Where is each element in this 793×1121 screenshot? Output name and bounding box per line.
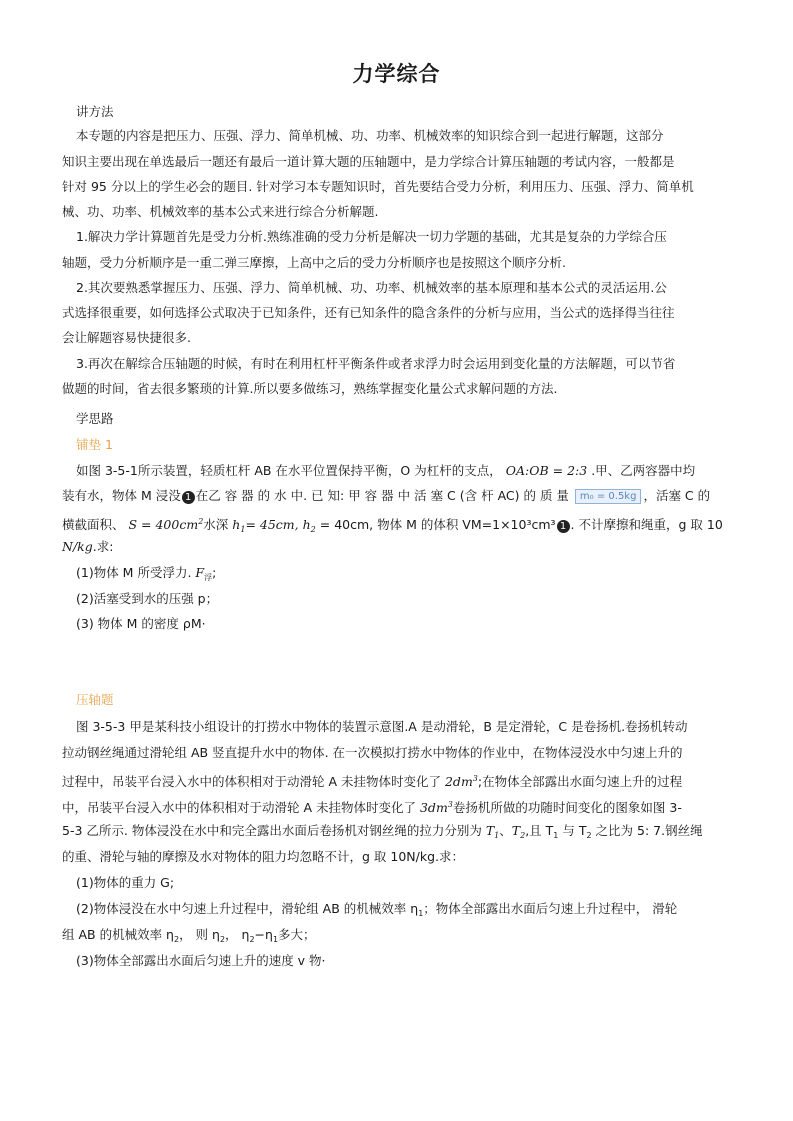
problem-text: 过程中，吊装平台浸入水中的体积相对于动滑轮 A 未挂物体时变化了: [62, 774, 445, 789]
tension-subscript-1: 1: [494, 831, 500, 840]
circled-number-icon: 1: [557, 520, 570, 533]
practice-text: .甲、乙两容器中均: [591, 463, 696, 478]
problem-line-3: [62, 770, 732, 791]
method-paragraph-4-line-2: 做题的时间，省去很多繁琐的计算.所以要多做练习，熟练掌握变化量公式求解问题的方法.: [62, 381, 558, 396]
problem-text: 之比为 5: 7.钢丝绳: [591, 823, 703, 838]
practice-question-1: [76, 564, 746, 587]
tension-subscript-1: 1: [553, 831, 559, 840]
practice-text: 如图 3-5-1所示装置，轻质杠杆 AB 在水平位置保持平衡，O 为杠杆的支点，: [76, 463, 502, 478]
practice-line-3: [62, 513, 732, 539]
practice-text: 装有水，物体 M 浸没: [62, 488, 181, 503]
problem-text: 与 T: [558, 823, 587, 838]
practice-line-1: [76, 462, 746, 480]
section-heading-think: 学思路: [76, 411, 114, 426]
problem-line-4: [62, 796, 732, 817]
practice-text: 横截面积、: [62, 517, 125, 532]
problem-text: 5-3 乙所示. 物体浸没在水中和完全露出水面后卷扬机对钢丝绳的拉力分别为: [62, 823, 486, 838]
volume-exponent-2: 3: [447, 800, 453, 809]
unit-formula: N/kg: [62, 539, 93, 554]
efficiency-subscript-2: 2: [173, 935, 180, 944]
question-text: −η: [254, 927, 273, 942]
problem-text: ;在物体全部露出水面匀速上升的过程: [477, 774, 683, 789]
practice-line-2: [62, 487, 732, 505]
method-paragraph-1-line-1: 本专题的内容是把压力、压强、浮力、简单机械、功、功率、机械效率的知识综合到一起进行解题，这部分: [76, 128, 664, 143]
question-text: ， η: [225, 927, 250, 942]
depth-formula: = 45cm, h: [245, 517, 311, 532]
area-exponent: 2: [198, 517, 204, 526]
force-subscript: 浮: [204, 573, 213, 582]
tension-symbol-1: T: [485, 823, 495, 838]
depth-subscript-2: 2: [310, 525, 316, 534]
method-paragraph-3-line-3: 会让解题容易快捷很多.: [62, 330, 191, 345]
practice-text: .求:: [92, 539, 114, 554]
problem-question-2-line-2: [62, 926, 732, 949]
question-text: ；物体全部露出水面后匀速上升过程中， 滑轮: [423, 901, 678, 916]
method-paragraph-2-line-2: 轴题，受力分析顺序是一重二弹三摩擦，上高中之后的受力分析顺序也是按照这个顺序分析.: [62, 255, 566, 270]
problem-question-1: (1)物体的重力 G;: [76, 875, 175, 890]
tension-subscript-2: 2: [520, 831, 526, 840]
practice-question-3: (3) 物体 M 的密度 ρM·: [76, 616, 206, 631]
method-paragraph-1-line-4: 械、功、功率、机械效率的基本公式来进行综合分析解题.: [62, 204, 379, 219]
method-paragraph-4-line-1: 3.再次在解综合压轴题的时候，有时在利用杠杆平衡条件或者求浮力时会运用到变化量的方法解题，可以节省: [76, 356, 676, 371]
efficiency-subscript-1: 1: [418, 909, 424, 918]
practice-line-4: [62, 538, 732, 556]
depth-symbol: h: [232, 517, 241, 532]
practice-text: ，活塞 C 的: [643, 488, 711, 503]
depth-subscript-1: 1: [240, 525, 246, 534]
problem-question-3: (3)物体全部露出水面后匀速上升的速度 v 物·: [76, 953, 326, 968]
practice-text: = 40cm, 物体 M 的体积 VM=1×10³cm³: [319, 517, 556, 532]
question-text: (1)物体 M 所受浮力.: [76, 565, 196, 580]
method-paragraph-3-line-1: 2.其次要熟悉掌握压力、压强、浮力、简单机械、功、功率、机械效率的基本原理和基本公式的灵活运用.公: [76, 280, 667, 295]
mass-formula-box[interactable]: m₀ = 0.5kg: [575, 489, 642, 504]
tension-subscript-2: 2: [586, 831, 592, 840]
problem-text: 中，吊装平台浸入水中的体积相对于动滑轮 A 未挂物体时变化了: [62, 800, 420, 815]
question-text: 组 AB 的机械效率 η: [62, 927, 174, 942]
volume-formula-1: 2dm: [444, 774, 473, 789]
practice-text: 在乙 容 器 的 水 中. 已 知: 甲 容 器 中 活 塞 C (含 杆 AC) 的 质 量: [195, 488, 569, 503]
volume-formula-2: 3dm: [419, 800, 448, 815]
problem-line-6: 的重、滑轮与轴的摩擦及水对物体的阻力均忽略不计，g 取 10N/kg.求：: [62, 849, 464, 864]
practice-question-2: (2)活塞受到水的压强 p；: [76, 591, 219, 606]
problem-line-1: 图 3-5-3 甲是某科技小组设计的打捞水中物体的装置示意图.A 是动滑轮，B 是定滑轮，C 是卷扬机.卷扬机转动: [76, 719, 688, 734]
volume-exponent-1: 3: [472, 774, 478, 783]
efficiency-subscript-1: 1: [272, 935, 279, 944]
section-heading-method: 讲方法: [76, 104, 114, 119]
section-heading-problem: 压轴题: [76, 692, 114, 707]
problem-line-5: [62, 822, 732, 845]
problem-question-2-line-1: [76, 900, 746, 923]
area-formula: S = 400cm: [128, 517, 199, 532]
problem-text: 卷扬机所做的功随时间变化的图象如图 3-: [452, 800, 682, 815]
method-paragraph-2-line-1: 1.解决力学计算题首先是受力分析.熟练准确的受力分析是解决一切力学题的基础，尤其是复杂的力学综合压: [76, 229, 667, 244]
problem-line-2: 拉动钢丝绳通过滑轮组 AB 竖直提升水中的物体. 在一次模拟打捞水中物体的作业中，在物体浸没水中匀速上升的: [62, 745, 683, 760]
method-paragraph-3-line-2: 式选择很重要，如何选择公式取决于已知条件，还有已知条件的隐含条件的分析与应用，当公式的选择得当往往: [62, 305, 675, 320]
method-paragraph-1-line-3: 针对 95 分以上的学生必会的题目. 针对学习本专题知识时，首先要结合受力分析，利用压力、压强、浮力、简单机: [62, 179, 694, 194]
section-heading-practice: 铺垫 1: [76, 437, 113, 452]
method-paragraph-1-line-2: 知识主要出现在单选最后一题还有最后一道计算大题的压轴题中，是力学综合计算压轴题的考试内容，一般都是: [62, 154, 675, 169]
ratio-formula: OA:OB = 2:3: [505, 463, 588, 478]
tension-symbol-2: T: [511, 823, 521, 838]
problem-text: 、: [499, 823, 512, 838]
practice-text: 水深: [203, 517, 229, 532]
efficiency-subscript-2: 2: [249, 935, 255, 944]
practice-text: . 不计摩擦和绳重，g 取 10: [570, 517, 723, 532]
question-text: ;: [212, 565, 217, 580]
circled-number-icon: 1: [182, 491, 195, 504]
question-text: (2)物体浸没在水中匀速上升过程中，滑轮组 AB 的机械效率 η: [76, 901, 419, 916]
question-text: 多大；: [278, 927, 316, 942]
page-title: 力学综合: [352, 62, 441, 86]
question-text: ， 则 η: [179, 927, 220, 942]
force-symbol: F: [195, 565, 205, 580]
efficiency-subscript-2: 2: [219, 935, 226, 944]
problem-text: ,且 T: [525, 823, 554, 838]
